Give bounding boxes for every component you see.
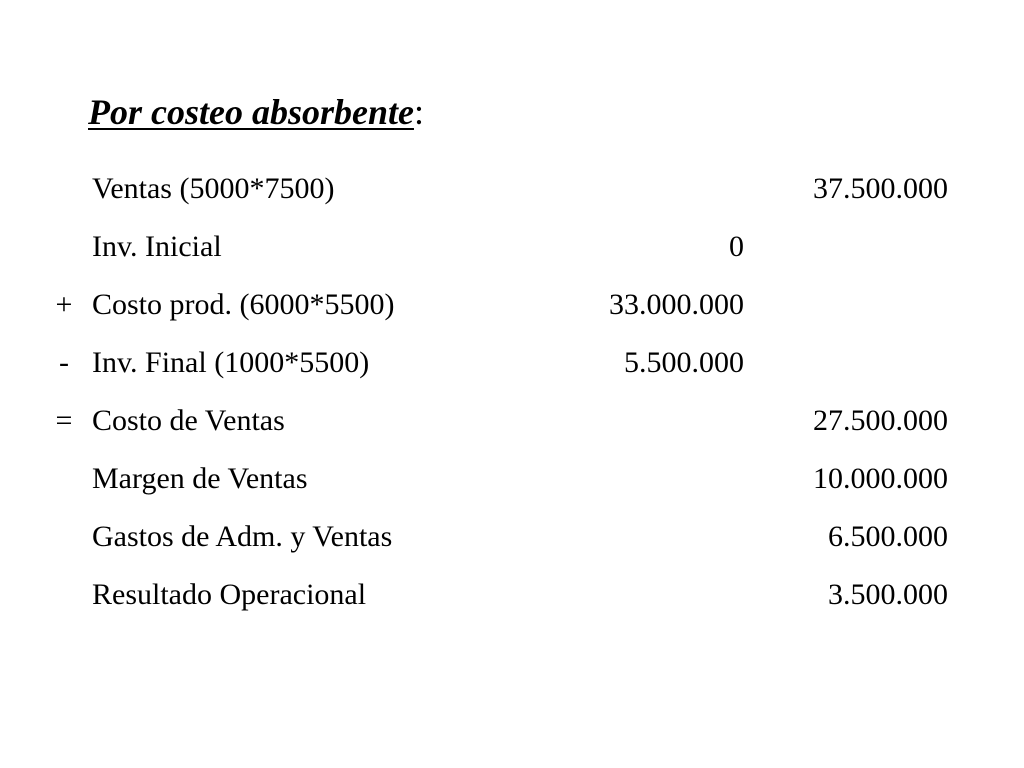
page-title-text: Por costeo absorbente — [88, 92, 414, 132]
row-total: 37.500.000 — [813, 172, 948, 205]
row-label: Gastos de Adm. y Ventas — [92, 520, 393, 553]
row-subtotal: 5.500.000 — [624, 346, 744, 379]
row-label: Costo de Ventas — [92, 404, 285, 437]
row-label: Inv. Final (1000*5500) — [92, 346, 370, 379]
row-subtotal: 33.000.000 — [609, 288, 744, 321]
row-subtotal: 0 — [729, 230, 744, 263]
page-title-colon: : — [413, 92, 424, 132]
row-operator: - — [59, 346, 69, 379]
row-total: 3.500.000 — [828, 578, 948, 611]
row-inv-inicial — [0, 218, 1024, 276]
row-inv-final — [0, 334, 1024, 392]
income-statement — [0, 160, 1024, 624]
row-label: Ventas (5000*7500) — [92, 172, 335, 205]
row-label: Resultado Operacional — [92, 578, 367, 611]
row-costo-prod — [0, 276, 1024, 334]
row-label: Margen de Ventas — [92, 462, 308, 495]
row-total: 6.500.000 — [828, 520, 948, 553]
row-label: Costo prod. (6000*5500) — [92, 288, 395, 321]
row-total: 10.000.000 — [813, 462, 948, 495]
row-total: 27.500.000 — [813, 404, 948, 437]
row-resultado — [0, 566, 1024, 624]
row-operator: + — [55, 288, 73, 321]
row-costo-ventas — [0, 392, 1024, 450]
page-title — [88, 88, 424, 136]
row-margen-ventas — [0, 450, 1024, 508]
row-label: Inv. Inicial — [92, 230, 222, 263]
row-ventas — [0, 160, 1024, 218]
row-operator: = — [55, 404, 73, 437]
row-gastos — [0, 508, 1024, 566]
